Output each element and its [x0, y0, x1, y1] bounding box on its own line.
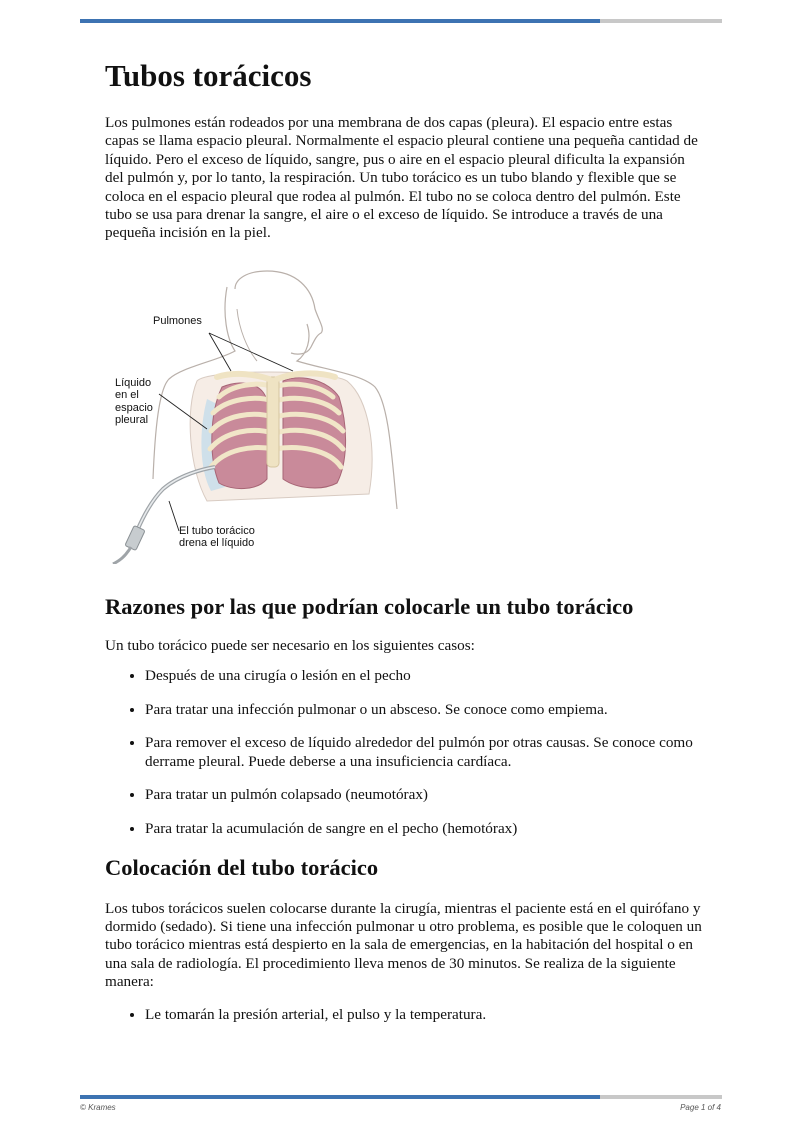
intro-paragraph: Los pulmones están rodeados por una membrana de dos capas (pleura). El espacio entre estas capas se llama espacio pleural. Normalmente el espacio pleural contiene una pequeña cantidad de líquido. Pero el exceso de líquido, sangre, pus o aire en el espacio pleural dificulta la expansión del pulmón y, por lo tanto, la respiración. Un tubo torácico es un tubo blando y flexible que se coloca en el espacio pleural que rodea al pulmón. El tubo no se coloca dentro del pulmón. Este tubo se usa para drenar la sangre, el aire o el exceso de líquido. Se introduce a través de una pequeña incisión en la piel.	[105, 114, 698, 242]
list-item: • Le tomarán la presión arterial, el pulso y la temperatura.	[145, 1006, 705, 1024]
footer-copyright: © Krames	[80, 1103, 116, 1112]
footer-page-number: Page 1 of 4	[680, 1103, 721, 1112]
placement-paragraph: Los tubos torácicos suelen colocarse durante la cirugía, mientras el paciente está en el quirófano y dormido (sedado). Si tiene una infección pulmonar u otro problema, es posible que le coloquen un tubo torácico mientras está despierto en la sala de emergencias, en la habitación del hospital o en una sala de radiología. El procedimiento lleva menos de 30 minutos. Se realiza de la siguiente manera:	[105, 899, 702, 991]
label-pleural-fluid: Líquido en el espacio pleural	[115, 376, 153, 427]
label-lungs: Pulmones	[153, 314, 202, 327]
label-chest-tube: El tubo torácico drena el líquido	[179, 524, 255, 550]
document-body	[105, 56, 705, 1039]
section-heading-reasons: Razones por las que podrían colocarle un tubo torácico	[105, 593, 634, 619]
header-progress-bar	[80, 19, 722, 23]
reasons-lead: Un tubo torácico puede ser necesario en los siguientes casos:	[105, 636, 475, 654]
footer-progress-bar	[80, 1095, 722, 1099]
list-item: • Después de una cirugía o lesión en el pecho	[145, 667, 705, 685]
page-title: Tubos torácicos	[105, 58, 312, 93]
placement-list	[105, 1006, 705, 1024]
footer-progress-fill	[80, 1095, 600, 1099]
list-item: • Para tratar la acumulación de sangre en el pecho (hemotórax)	[145, 820, 705, 838]
section-heading-placement: Colocación del tubo torácico	[105, 854, 379, 880]
reasons-list	[105, 667, 705, 838]
header-progress-fill	[80, 19, 600, 23]
chest-tube-illustration	[107, 269, 407, 564]
list-item: • Para tratar una infección pulmonar o un absceso. Se conoce como empiema.	[145, 701, 705, 719]
list-item: • Para tratar un pulmón colapsado (neumotórax)	[145, 786, 705, 804]
list-item: • Para remover el exceso de líquido alrededor del pulmón por otras causas. Se conoce como derrame pleural. Puede deberse a una insuficiencia cardíaca.	[145, 734, 705, 771]
